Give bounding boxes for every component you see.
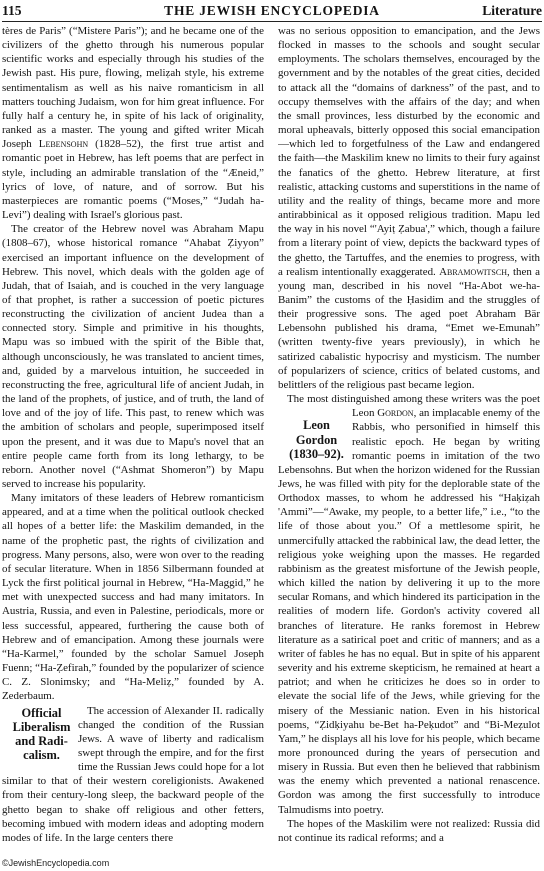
header-rule <box>2 21 542 22</box>
paragraph-text: tères de Paris” (“Mistere Paris”); and he became one of the civilizers of the ghetto through his numerous popular scientific works and especially through his studies of the Jewish past. His pure, flowing, meliẓah style, his extreme sentimentalism as well as his naive romanticism in all matters touching Judaism, won for him great influence. For fully half a century he, in spite of his lack of originality, ranked as a master. The young and gifted writer Micah Joseph <box>2 25 264 151</box>
side-heading-line: calism. <box>23 748 60 763</box>
paragraph-text: The accession of Alexander II. radically changed the condition of the Russian Jews. A wave of liberty and radicalism swept through the empire, and for the first time the Russian Jews could hope for a lot similar to that of their western coreligionists. Awakened from their century-long sleep, the backward people of the ghetto began to shake off religious and other fetters, becoming imbued with modern ideas and adopting modern modes of life. In the large centers there <box>2 704 264 844</box>
side-heading-line: Gordon <box>295 432 338 447</box>
side-heading-line: and Radi- <box>15 734 68 749</box>
person-name: Abramowitsch <box>439 265 507 278</box>
paragraph-text: The most distinguished among these writers was the poet Leon <box>287 393 540 420</box>
side-heading-line: Liberalism <box>12 719 71 734</box>
paragraph: Many imitators of these leaders of Hebrew romanticism appeared, and at a time when the political outlook checked all hopes of a better life: the Maskilim demanded, in the name of the prophetic past, the rights of civilization and progress. Many persons, also, were won over to the reading of secular literature. When in 1856 Silbermann founded at Lyck the first political journal in Hebrew, “Ha-Maggid,” he met with unexpected success and had many imitators. In Austria, Russia, and even in Palestine, periodicals, more or less successful, appeared, furthering the cause both of Hebrew and of emancipation. Among these journals were “Ha-Karmel,” founded by the scholar Samuel Joseph Fuenn; “Ha-Ẓefirah,” founded by the popularizer of science C. Z. Slonimsky; and “Ha-Meliẓ,” founded by A. Zederbaum. <box>2 492 264 703</box>
page-header <box>2 2 542 20</box>
left-column <box>2 24 264 856</box>
paragraph-text: , an implacable enemy of the Rabbis, who personified in himself this realistic epoch. He began by writing romantic poems in imitation of the two Lebensohns. But when the horizon widened for the Russian Jews, he was filled with pity for the deplorable state of the Orthodox masses, to whom he addressed his “Haḳiẓah 'Ammi”—“Awake, my people, to a better life,” i.e., “to the life of those about you.” Of a mettlesome spirit, he unmercifully attacked the rabbinical law, the dead letter, the religious yoke weighing upon the masses. He regarded rabbinism as the greatest misfortune of the Jewish people, which killed the nation by delivering it up to the more secular Romans, and which hindered its participation in the realities of modern life. Gordon's activity covered all branches of literature. He ranks foremost in Hebrew literature as a satirical poet and critic of manners; and as a writer of fables he has no equal. But in spite of his apparent severity and his extreme skepticism, he remained at heart a patriot; and when he criticizes he does so in order to elevate the social life of the Jews, while grieving for the misery of the Messianic nation. Even in his historical poems, “Ẓidḳiyahu be-Bet ha-Peḳudot” and “Bi-Meẓulot Yam,” he displays all his love for his people, which became more pronounced during the years of persecution and misery in Russia. But even then he believed that rabbinism was the enemy which prevented a national renascence. Gordon was among the first successfully to introduce Talmudisms into poetry. <box>278 407 540 816</box>
site-footer <box>2 857 109 870</box>
right-column <box>278 24 540 856</box>
paragraph <box>278 24 540 392</box>
side-heading-line: Leon <box>303 418 330 433</box>
paragraph: The creator of the Hebrew novel was Abraham Mapu (1808–67), whose historical romance “Ahabat Ẓiyyon” exercised an important influence on the development of Hebrew. This novel, which deals with the golden age of Judah, that of Isaiah, and is couched in the very language of that prophet, is rather a succession of poetic pictures reconstructing the civilization of ancient Judea than a connected story. Simple and primitive in his thoughts, Mapu was so imbued with the spirit of the Bible that, although unconsciously, he was translated to ancient times, and, guided by a marvelous intuition, he succeeded in reconstructing the free, agricultural life of ancient Judah, in the land of the prophets, of justice, and of truth, the land of love and of the joy of life. This past, to renew which was the ambition of scholars and people, superimposed itself upon the present, and it was due to Mapu's novel that an entire people came forth from its long lethargy, to be reborn. Another novel (“Ashmat Shomeron”) by Mapu served to increase his popularity. <box>2 223 264 490</box>
section-name: Literature <box>482 3 542 18</box>
paragraph <box>278 392 540 817</box>
paragraph: The hopes of the Maskilim were not realized: Russia did not continue its radical reforms; and a <box>278 817 540 844</box>
side-heading <box>278 418 346 461</box>
page-number: 115 <box>2 3 22 18</box>
site-link[interactable]: JewishEncyclopedia.com <box>8 858 110 868</box>
running-title: THE JEWISH ENCYCLOPEDIA <box>164 3 380 18</box>
paragraph-text: , then a young man, described in his novel “Ha-Abot we-ha-Banim” the customs of the Ḥasidim and the struggles of their progressive sons. The aged poet Abraham Bär Lebensohn published his drama, “Emet we-Emunah” (written twenty-five years previously), in which he satirized cabalistic hypocrisy and mysticism. The number of popularizers of science, critics of belated customs, and belittlers of the religious past became legion. <box>278 265 540 391</box>
side-heading <box>2 706 72 763</box>
side-heading-line: (1830–92). <box>289 446 344 461</box>
side-heading-line: Official <box>21 705 62 720</box>
copyright-icon: © <box>2 858 9 868</box>
paragraph <box>2 24 264 222</box>
person-name: Lebensohn <box>38 138 89 151</box>
person-name: Gordon <box>377 407 414 420</box>
paragraph-text: (1828–52), the first true artist and romantic poet in Hebrew, has left poems that are perfect in style, including an admirable translation of the “Æneid,” lyrics of love, of nature, and of sorrow. But his masterpieces are romantic poems (“Moses,” “Judah ha-Levi”) dealing with Israel's glorious past. <box>2 138 264 222</box>
paragraph-text: was no serious opposition to emancipation, and the Jews flocked in masses to the schools and sought secular employments. The scholars themselves, encouraged by the government and by the notables of the great cities, decided to attack all the “domains of darkness” of the past, and to occupy themselves with the affairs of the day; and when the small provinces, less disturbed by the economic and moral upheavals, bitterly opposed this social emancipation—which led to forgetfulness of the Law and endangered the faith—the Maskilim knew no limits to their fury against the fanatics of the ghetto. Hebrew literature, at first realistic, attacking customs and superstitions in the name of utility and the reality of things, became more and more antirabbinical as it opposed religious tradition. Mapu led the way in his novel “'Ayiṭ Ẓabua',” which, though a failure from a literary point of view, depicts the backward types of the ghetto, the Tartuffes, and the enemies to progress, with a realism intentionally exaggerated. <box>278 25 540 278</box>
paragraph <box>2 704 264 846</box>
